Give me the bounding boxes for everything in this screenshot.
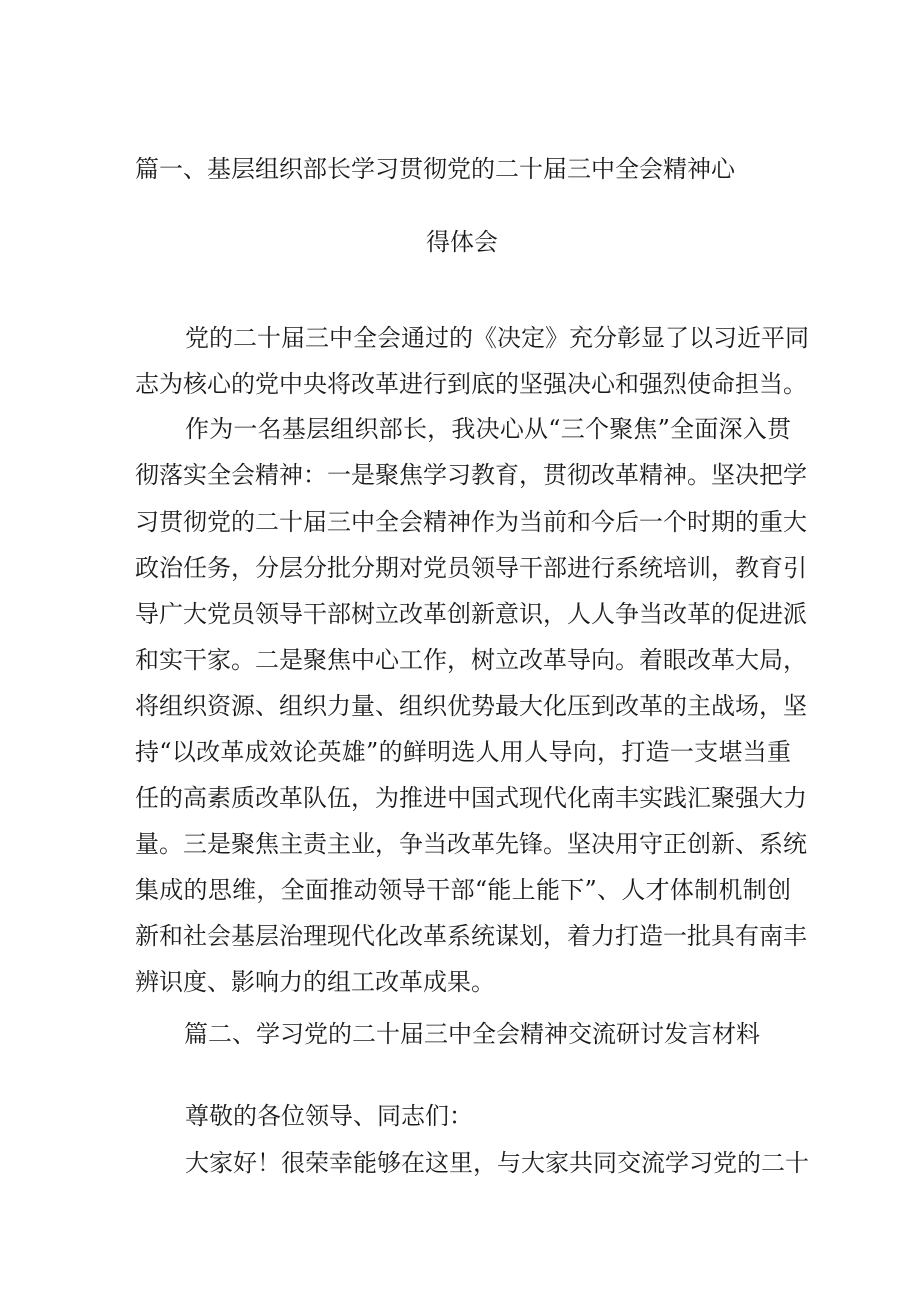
body-line: 新和社会基层治理现代化改革系统谋划，着力打造一批具有南丰 bbox=[135, 922, 807, 950]
body-line: 辨识度、影响力的组工改革成果。 bbox=[135, 968, 495, 996]
body-line: 作为一名基层组织部长，我决心从“三个聚焦”全面深入贯 bbox=[185, 415, 791, 443]
body-line: 大家好！很荣幸能够在这里，与大家共同交流学习党的二十 bbox=[185, 1149, 809, 1177]
body-line: 党的二十届三中全会通过的《决定》充分彰显了以习近平同 bbox=[185, 324, 809, 352]
salutation: 尊敬的各位领导、同志们： bbox=[185, 1102, 473, 1130]
body-line: 将组织资源、组织力量、组织优势最大化压到改革的主战场，坚 bbox=[135, 692, 807, 720]
section1-title-line2: 得体会 bbox=[426, 228, 498, 256]
body-line: 集成的思维，全面推动领导干部“能上能下”、人才体制机制创 bbox=[135, 876, 791, 904]
body-line: 志为核心的党中央将改革进行到底的坚强决心和强烈使命担当。 bbox=[135, 370, 807, 398]
body-line: 任的高素质改革队伍，为推进中国式现代化南丰实践汇聚强大力 bbox=[135, 784, 807, 812]
body-line: 导广大党员领导干部树立改革创新意识，人人争当改革的促进派 bbox=[135, 600, 807, 628]
body-line: 量。三是聚焦主责主业，争当改革先锋。坚决用守正创新、系统 bbox=[135, 830, 807, 858]
body-line: 持“以改革成效论英雄”的鲜明选人用人导向，打造一支堪当重 bbox=[135, 738, 791, 766]
section2-title: 篇二、学习党的二十届三中全会精神交流研讨发言材料 bbox=[184, 1020, 760, 1048]
body-line: 和实干家。二是聚焦中心工作，树立改革导向。着眼改革大局， bbox=[135, 646, 807, 674]
section1-title-line1: 篇一、基层组织部长学习贯彻党的二十届三中全会精神心 bbox=[135, 155, 735, 183]
body-line: 彻落实全会精神：一是聚焦学习教育，贯彻改革精神。坚决把学 bbox=[135, 461, 807, 489]
body-line: 习贯彻党的二十届三中全会精神作为当前和今后一个时期的重大 bbox=[135, 508, 807, 536]
body-line: 政治任务，分层分批分期对党员领导干部进行系统培训，教育引 bbox=[135, 554, 807, 582]
